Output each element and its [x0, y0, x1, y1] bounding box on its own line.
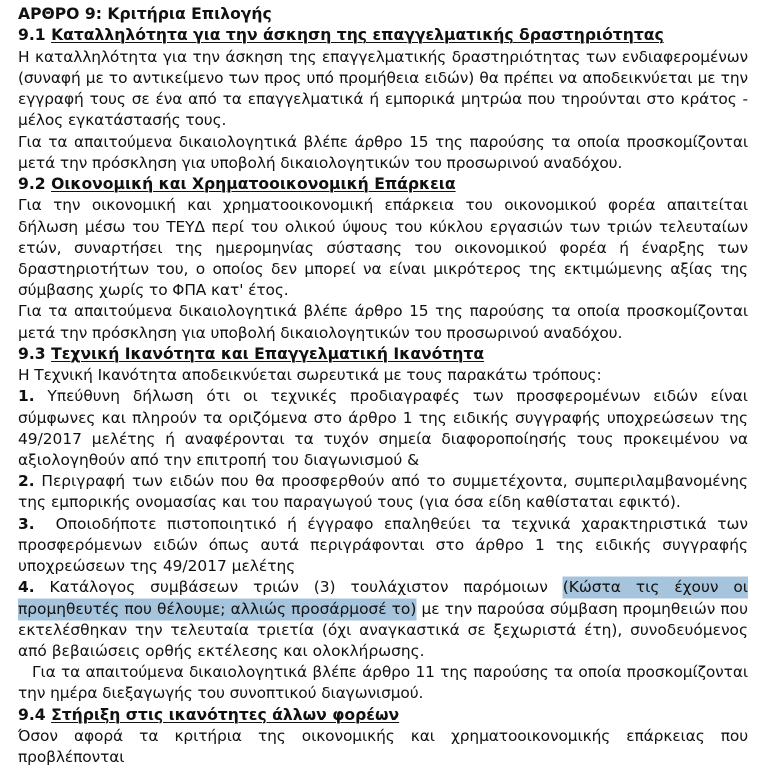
section-body-9-1: Η καταλληλότητα για την άσκηση της επαγγελματικής δραστηριότητας των ενδιαφερομένων (συναφή με το αντικείμενο των προς υπό προμήθεια ειδών) θα πρέπει να αποδεικνύεται με την εγγραφή τους σε ένα από τα επαγγελματικά ή εμπορικά μητρώα που τηρούνται στο κράτος - μέλος εγκατάστασής τους. [18, 47, 748, 130]
list-item [18, 471, 748, 513]
section-heading-9-4 [18, 705, 748, 726]
list-item-marker-1: 1. [18, 387, 35, 406]
list-item [18, 577, 748, 662]
section-body-9-4: Όσον αφορά τα κριτήρια της οικονομικής και χρηματοοικονομικής επάρκειας που προβλέπονται [18, 726, 748, 767]
section-docs-note-9-3: Για τα απαιτούμενα δικαιολογητικά βλέπε άρθρο 11 της παρούσης τα οποία προσκομίζονται την ημέρα διεξαγωγής του συνοπτικού διαγωνισμού. [18, 663, 748, 703]
section-label-9-3: Τεχνική Ικανότητα και Επαγγελματική Ικανότητα [51, 344, 485, 363]
section-heading-9-2 [18, 174, 748, 195]
section-label-9-2: Οικονομική και Χρηματοοικονομική Επάρκεια [51, 175, 456, 194]
section-heading-9-1 [18, 25, 748, 46]
section-number-9-2: 9.2 [18, 175, 46, 194]
section-number-9-4: 9.4 [18, 705, 46, 724]
list-item-text-2: Περιγραφή των ειδών που θα προσφερθούν από το συμμετέχοντα, συμπεριλαμβανομένης της εμπορικής ονομασίας και του παραγωγού τους (για όσα είδη καθίσταται εφικτό). [18, 472, 748, 512]
list-item-marker-4: 4. [18, 578, 35, 597]
list-item-marker-2: 2. [18, 472, 35, 491]
list-item [18, 386, 748, 471]
highlighted-review-note: (Κώστα τις έχουν οι προμηθευτές που θέλουμε; αλλιώς προσάρμοσέ το) [18, 578, 748, 618]
list-item [18, 514, 748, 578]
list-item-text-3: Οποιοδήποτε πιστοποιητικό ή έγγραφο επαληθεύει τα τεχνικά χαρακτηριστικά των προσφερόμενων ειδών όπως αυτά περιγράφονται στο άρθρο 1 της ειδικής συγγραφής υποχρεώσεων της 49/2017 μελέτης [18, 514, 748, 576]
list-item-marker-3: 3. [18, 514, 35, 533]
section-number-9-3: 9.3 [18, 344, 46, 363]
section-intro-9-3: Η Τεχνική Ικανότητα αποδεικνύεται σωρευτικά με τους παρακάτω τρόπους: [18, 366, 602, 385]
list-item-text-4-after: με την παρούσα σύμβαση προμηθειών που εκτελέσθηκαν την τελευταία τριετία (όχι αναγκαστικά σε ξεχωριστά έτη), συνοδευόμενος από βεβαιώσεις ορθής εκτέλεσης και ολοκλήρωσης. [18, 599, 748, 660]
section-heading-9-3 [18, 344, 748, 365]
page-title: ΑΡΘΡΟ 9: Κριτήρια Επιλογής [18, 5, 272, 23]
section-body-9-2: Για την οικονομική και χρηματοοικονομική επάρκεια του οικονομικού φορέα απαιτείται δήλωση μέσω του ΤΕΥΔ περί του ολικού ύψους του κύκλου εργασιών των τριών τελευταίων ετών, συναρτήσει της ημερομηνίας σύστασης του οικονομικού φορέα ή έναρξης των δραστηριοτήτων του, ο οποίος δεν μπορεί να είναι μικρότερος της εκτιμώμενης αξίας της σύμβασης χωρίς το ΦΠΑ κατ' έτος. [18, 196, 748, 300]
section-docs-note-9-1: Για τα απαιτούμενα δικαιολογητικά βλέπε άρθρο 15 της παρούσης τα οποία προσκομίζονται μετά την πρόσκληση για υποβολή δικαιολογητικών του προσωρινού αναδόχου. [18, 132, 748, 172]
section-label-9-4: Στήριξη στις ικανότητες άλλων φορέων [51, 705, 400, 724]
list-item-text-1: Υπεύθυνη δήλωση ότι οι τεχνικές προδιαγραφές των προσφερομένων ειδών είναι σύμφωνες και πληρούν τα οριζόμενα στο άρθρο 1 της ειδικής συγγραφής υποχρεώσεων της 49/2017 μελέτης ή αναφέρονται τα τυχόν σημεία διαφοροποίησής τους προκειμένου να αξιολογηθούν από την επιτροπή του διαγωνισμού & [18, 387, 748, 470]
section-number-9-1: 9.1 [18, 26, 46, 45]
section-label-9-1: Καταλληλότητα για την άσκηση της επαγγελματικής δραστηριότητας [51, 26, 664, 45]
section-docs-note-9-2: Για τα απαιτούμενα δικαιολογητικά βλέπε άρθρο 15 της παρούσης τα οποία προσκομίζονται μετά την πρόσκληση για υποβολή δικαιολογητικών του προσωρινού αναδόχου. [18, 302, 748, 342]
list-item-text-4-before: Κατάλογος συμβάσεων τριών (3) τουλάχιστον παρόμοιων [49, 578, 563, 597]
document-body [18, 4, 748, 768]
